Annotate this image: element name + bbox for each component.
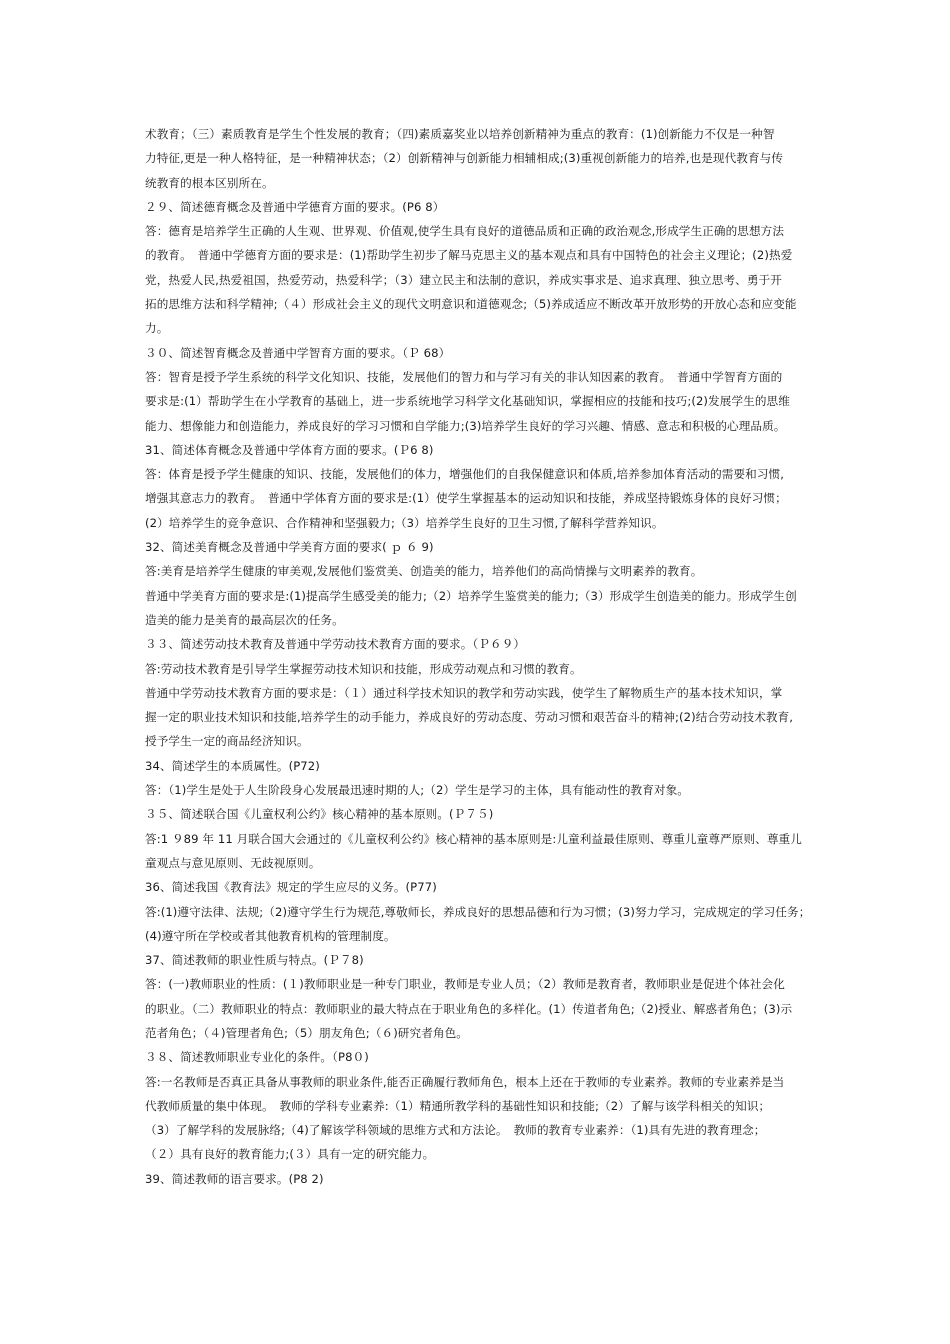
text-line: ３８、简述教师职业专业化的条件。（P8０) [145,1050,369,1065]
text-line: 童观点与意见原则、无歧视原则。 [145,855,321,870]
text-line: 34、简述学生的本质属性。(P72) [145,758,320,773]
text-line: 力。 [145,321,169,336]
text-line: 能力、想像能力和创造能力，养成良好的学习习惯和自学能力;(3)培养学生良好的学习兴趣、情感、意志和积极的心理品质。 [145,418,786,433]
text-line: (2）培养学生的竞争意识、合作精神和坚强毅力;（3）培养学生良好的卫生习惯,了解科学营养知识。 [145,515,664,530]
text-line: 答:一名教师是否真正具备从事教师的职业条件,能否正确履行教师角色，根本上还在于教师的专业素养。教师的专业素养是当 [145,1074,785,1089]
text-line: 39、简述教师的语言要求。(P8 2) [145,1171,324,1186]
text-line: ３５、简述联合国《儿童权利公约》核心精神的基本原则。(Ｐ７５) [145,807,494,822]
text-line: (4)遵守所在学校或者其他教育机构的管理制度。 [145,928,396,943]
text-line: 答：（1)学生是处于人生阶段身心发展最迅速时期的人;（2）学生是学习的主体，具有能动性的教育对象。 [145,783,690,798]
text-line: 答:劳动技术教育是引导学生掌握劳动技术知识和技能，形成劳动观点和习惯的教育。 [145,661,582,676]
text-line: 握一定的职业技术知识和技能,培养学生的动手能力，养成良好的劳动态度、劳动习惯和艰苦奋斗的精神;(2)结合劳动技术教育, [145,710,794,725]
text-line: 36、简述我国《教育法》规定的学生应尽的义务。(P77) [145,880,437,895]
text-line: 增强其意志力的教育。 普通中学体育方面的要求是:(1）使学生掌握基本的运动知识和技能，养成坚持锻炼身体的良好习惯； [145,491,787,506]
text-line: 授予学生一定的商品经济知识。 [145,734,309,749]
text-line: 党，热爱人民,热爱祖国，热爱劳动，热爱科学；（3）建立民主和法制的意识，养成实事求是、追求真理、独立思考、勇于开 [145,272,782,287]
text-line: 31、简述体育概念及普通中学体育方面的要求。(Ｐ6 8) [145,442,434,457]
text-line: 统教育的根本区别所在。 [145,175,274,190]
text-line: 拓的思维方法和科学精神;（４）形成社会主义的现代文明意识和道德观念;（5)养成适应不断改革开放形势的开放心态和应变能 [145,297,797,312]
text-line: 答：智育是授予学生系统的科学文化知识、技能，发展他们的智力和与学习有关的非认知因素的教育。 普通中学智育方面的 [145,369,783,384]
text-line: 普通中学劳动技术教育方面的要求是：（１）通过科学技术知识的教学和劳动实践，使学生了解物质生产的基本技术知识，掌 [145,685,783,700]
text-line: 答:(1)遵守法律、法规;（2)遵守学生行为规范,尊敬师长，养成良好的思想品德和行为习惯；(3)努力学习，完成规定的学习任务； [145,904,810,919]
text-line: 术教育；（三）素质教育是学生个性发展的教育；（四)素质嘉奖业以培养创新精神为重点的教育：(1)创新能力不仅是一种智 [145,127,775,141]
text-line: 37、简述教师的职业性质与特点。(Ｐ７8) [145,953,364,968]
text-line: ３３、简述劳动技术教育及普通中学劳动技术教育方面的要求。（Ｐ６９） [145,637,526,652]
text-line: 答:美育是培养学生健康的审美观,发展他们鉴赏美、创造美的能力，培养他们的高尚情操与文明素养的教育。 [145,564,703,579]
text-line: 造美的能力是美育的最高层次的任务。 [145,612,344,627]
text-line: 32、简述美育概念及普通中学美育方面的要求( ｐ ６ 9) [145,540,434,555]
text-line: 的教育。 普通中学德育方面的要求是：(1)帮助学生初步了解马克思主义的基本观点和具有中国特色的社会主义理论；(2)热爱 [145,248,793,263]
text-line: 要求是:(1）帮助学生在小学教育的基础上，进一步系统地学习科学文化基础知识，掌握相应的技能和技巧;(2)发展学生的思维 [145,394,790,409]
text-line: （２）具有良好的教育能力;(３）具有一定的研究能力。 [145,1147,435,1162]
text-line: 答：德育是培养学生正确的人生观、世界观、价值观,使学生具有良好的道德品质和正确的政治观念,形成学生正确的思想方法 [145,224,785,239]
document-body [145,122,810,1191]
text-line: 的职业。（二）教师职业的特点：教师职业的最大特点在于职业角色的多样化。(1）传道者角色;（2)授业、解惑者角色；(3)示 [145,1001,793,1016]
text-line: 范者角色；（４)管理者角色;（5）朋友角色;（６)研究者角色。 [145,1025,468,1040]
text-line: 代教师质量的集中体现。 教师的学科专业素养:（1）精通所教学科的基础性知识和技能;（2）了解与该学科相关的知识； [145,1098,771,1113]
text-line: 答:1 ９89 年 11 月联合国大会通过的《儿童权利公约》核心精神的基本原则是:儿童利益最佳原则、尊重儿童尊严原则、尊重儿 [145,831,802,846]
text-line: 普通中学美育方面的要求是:(1)提高学生感受美的能力;（2）培养学生鉴赏美的能力;（3）形成学生创造美的能力。形成学生创 [145,588,797,603]
text-line: 答：(一)教师职业的性质：(１)教师职业是一种专门职业，教师是专业人员；（2）教师是教育者，教师职业是促进个体社会化 [145,977,785,992]
text-line: ３０、简述智育概念及普通中学智育方面的要求。（Ｐ 68） [145,345,451,360]
text-line: ２９、简述德育概念及普通中学德育方面的要求。(P6 8） [145,199,445,214]
text-line: 力特征,更是一种人格特征，是一种精神状态；（2）创新精神与创新能力相辅相成;(3)重视创新能力的培养,也是现代教育与传 [145,151,784,166]
text-line: （3）了解学科的发展脉络;（4)了解该学科领域的思维方式和方法论。 教师的教育专业素养：（1)具有先进的教育理念； [145,1123,766,1138]
text-line: 答：体育是授予学生健康的知识、技能，发展他们的体力，增强他们的自我保健意识和体质,培养参加体育活动的需要和习惯, [145,467,785,482]
